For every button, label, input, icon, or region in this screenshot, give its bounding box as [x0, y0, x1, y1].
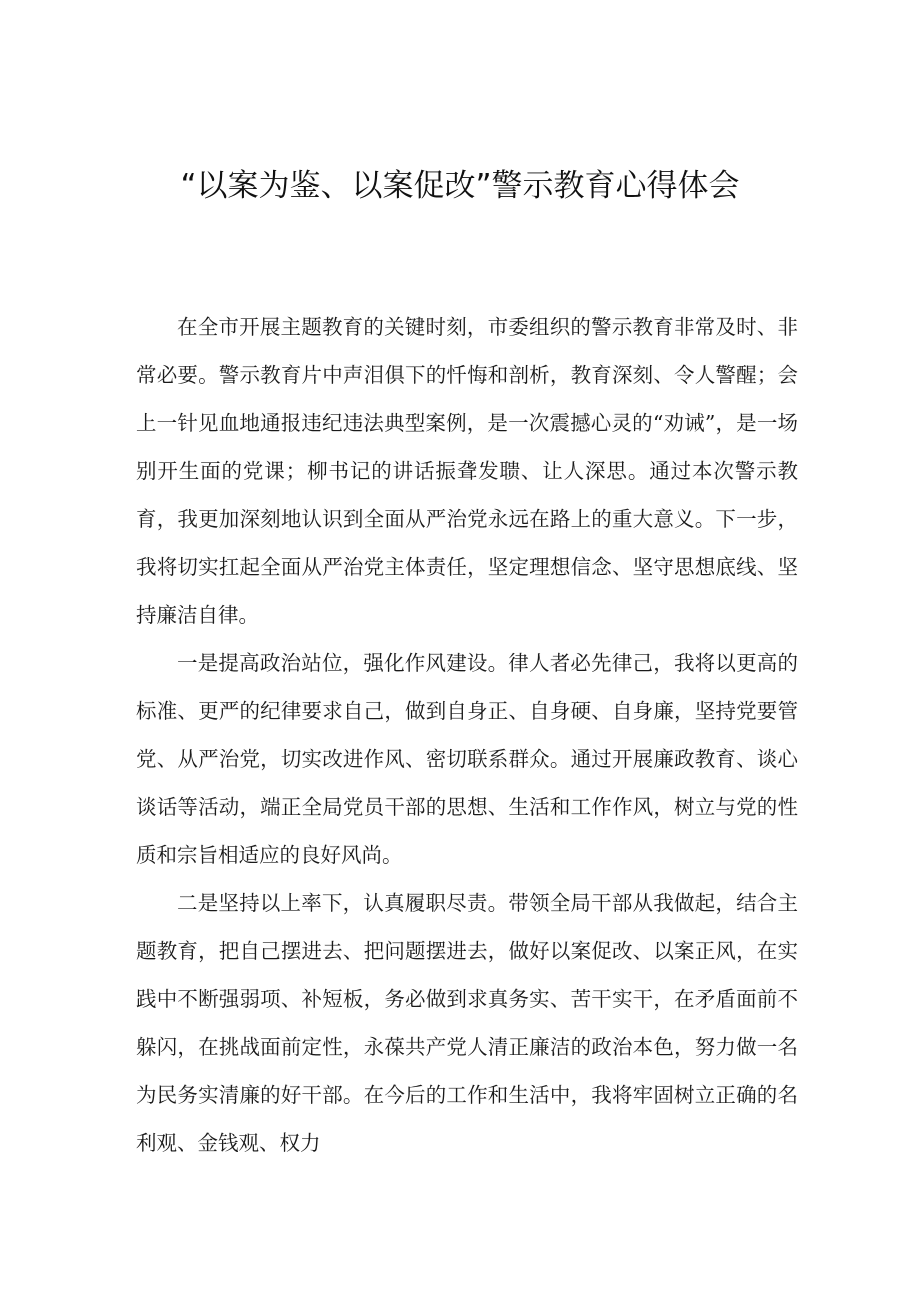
document-title: “以案为鉴、以案促改”警示教育心得体会 [180, 168, 740, 204]
document-body [136, 303, 798, 1167]
paragraph-point-one: 一是提高政治站位，强化作风建设。律人者必先律己，我将以更高的标准、更严的纪律要求自己，做到自身正、自身硬、自身廉，坚持党要管党、从严治党，切实改进作风、密切联系群众。通过开展廉政教育、谈心谈话等活动，端正全局党员干部的思想、生活和工作作风，树立与党的性质和宗旨相适应的良好风尚。 [136, 651, 798, 867]
paragraph-point-two: 二是坚持以上率下，认真履职尽责。带领全局干部从我做起，结合主题教育，把自己摆进去、把问题摆进去，做好以案促改、以案正风，在实践中不断强弱项、补短板，务必做到求真务实、苦干实干，在矛盾面前不躲闪，在挑战面前定性，永葆共产党人清正廉洁的政治本色，努力做一名为民务实清廉的好干部。在今后的工作和生活中，我将牢固树立正确的名利观、金钱观、权力 [136, 891, 798, 1155]
paragraph-intro: 在全市开展主题教育的关键时刻，市委组织的警示教育非常及时、非常必要。警示教育片中声泪俱下的忏悔和剖析，教育深刻、令人警醒；会上一针见血地通报违纪违法典型案例，是一次震撼心灵的“劝诫”，是一场别开生面的党课；柳书记的讲话振聋发聩、让人深思。通过本次警示教育，我更加深刻地认识到全面从严治党永远在路上的重大意义。下一步，我将切实扛起全面从严治党主体责任，坚定理想信念、坚守思想底线、坚持廉洁自律。 [136, 315, 798, 627]
